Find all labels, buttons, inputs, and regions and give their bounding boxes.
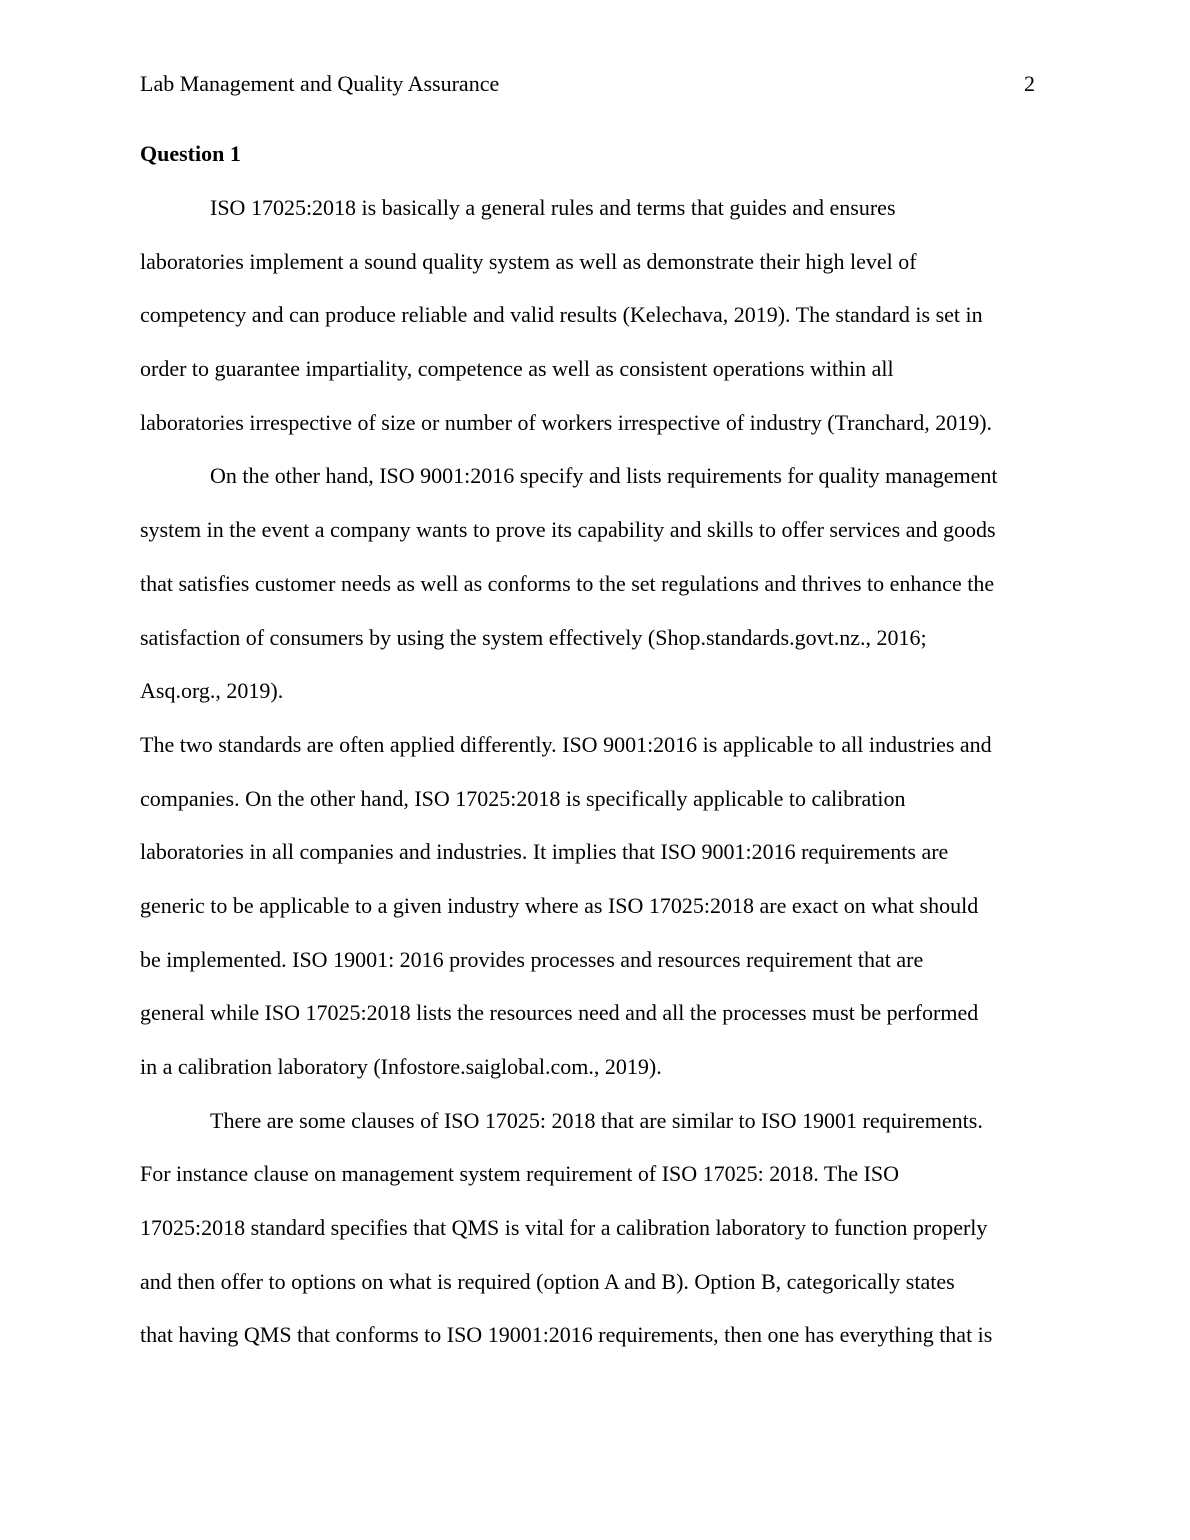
text-line: that having QMS that conforms to ISO 19001:2016 requirements, then one has everything that is <box>140 1322 993 1348</box>
text-line: system in the event a company wants to prove its capability and skills to offer services and goods <box>140 517 996 543</box>
text-line: competency and can produce reliable and valid results (Kelechava, 2019). The standard is set in <box>140 302 983 328</box>
text-line: laboratories implement a sound quality system as well as demonstrate their high level of <box>140 248 917 274</box>
text-line: in a calibration laboratory (Infostore.saiglobal.com., 2019). <box>140 1054 662 1079</box>
text-line: On the other hand, ISO 9001:2016 specify and lists requirements for quality management <box>210 463 998 489</box>
text-line: laboratories in all companies and industries. It implies that ISO 9001:2016 requirements are <box>140 839 949 865</box>
text-line: The two standards are often applied differently. ISO 9001:2016 is applicable to all industries and <box>140 731 992 757</box>
text-line: laboratories irrespective of size or number of workers irrespective of industry (Tranchard, 2019). <box>140 409 993 435</box>
document-body <box>140 140 1050 1375</box>
section-heading: Question 1 <box>140 141 241 166</box>
text-line: ISO 17025:2018 is basically a general rules and terms that guides and ensures <box>210 195 896 220</box>
text-line: Asq.org., 2019). <box>140 678 284 704</box>
text-line: For instance clause on management system requirement of ISO 17025: 2018. The ISO <box>140 1161 900 1187</box>
running-head: Lab Management and Quality Assurance <box>140 71 500 96</box>
text-line: general while ISO 17025:2018 lists the resources need and all the processes must be performed <box>140 1000 979 1026</box>
text-line: There are some clauses of ISO 17025: 2018 that are similar to ISO 19001 requirements. <box>210 1107 983 1133</box>
text-line: 17025:2018 standard specifies that QMS is vital for a calibration laboratory to function properly <box>140 1215 988 1241</box>
text-line: and then offer to options on what is required (option A and B). Option B, categorically states <box>140 1268 955 1294</box>
page-number: 2 <box>1024 71 1035 96</box>
text-line: generic to be applicable to a given industry where as ISO 17025:2018 are exact on what should <box>140 892 979 918</box>
text-line: companies. On the other hand, ISO 17025:2018 is specifically applicable to calibration <box>140 785 906 811</box>
text-line: order to guarantee impartiality, competence as well as consistent operations within all <box>140 356 894 382</box>
text-line: satisfaction of consumers by using the system effectively (Shop.standards.govt.nz., 2016; <box>140 624 927 650</box>
text-line: that satisfies customer needs as well as conforms to the set regulations and thrives to enhance the <box>140 570 995 596</box>
text-line: be implemented. ISO 19001: 2016 provides processes and resources requirement that are <box>140 946 924 972</box>
